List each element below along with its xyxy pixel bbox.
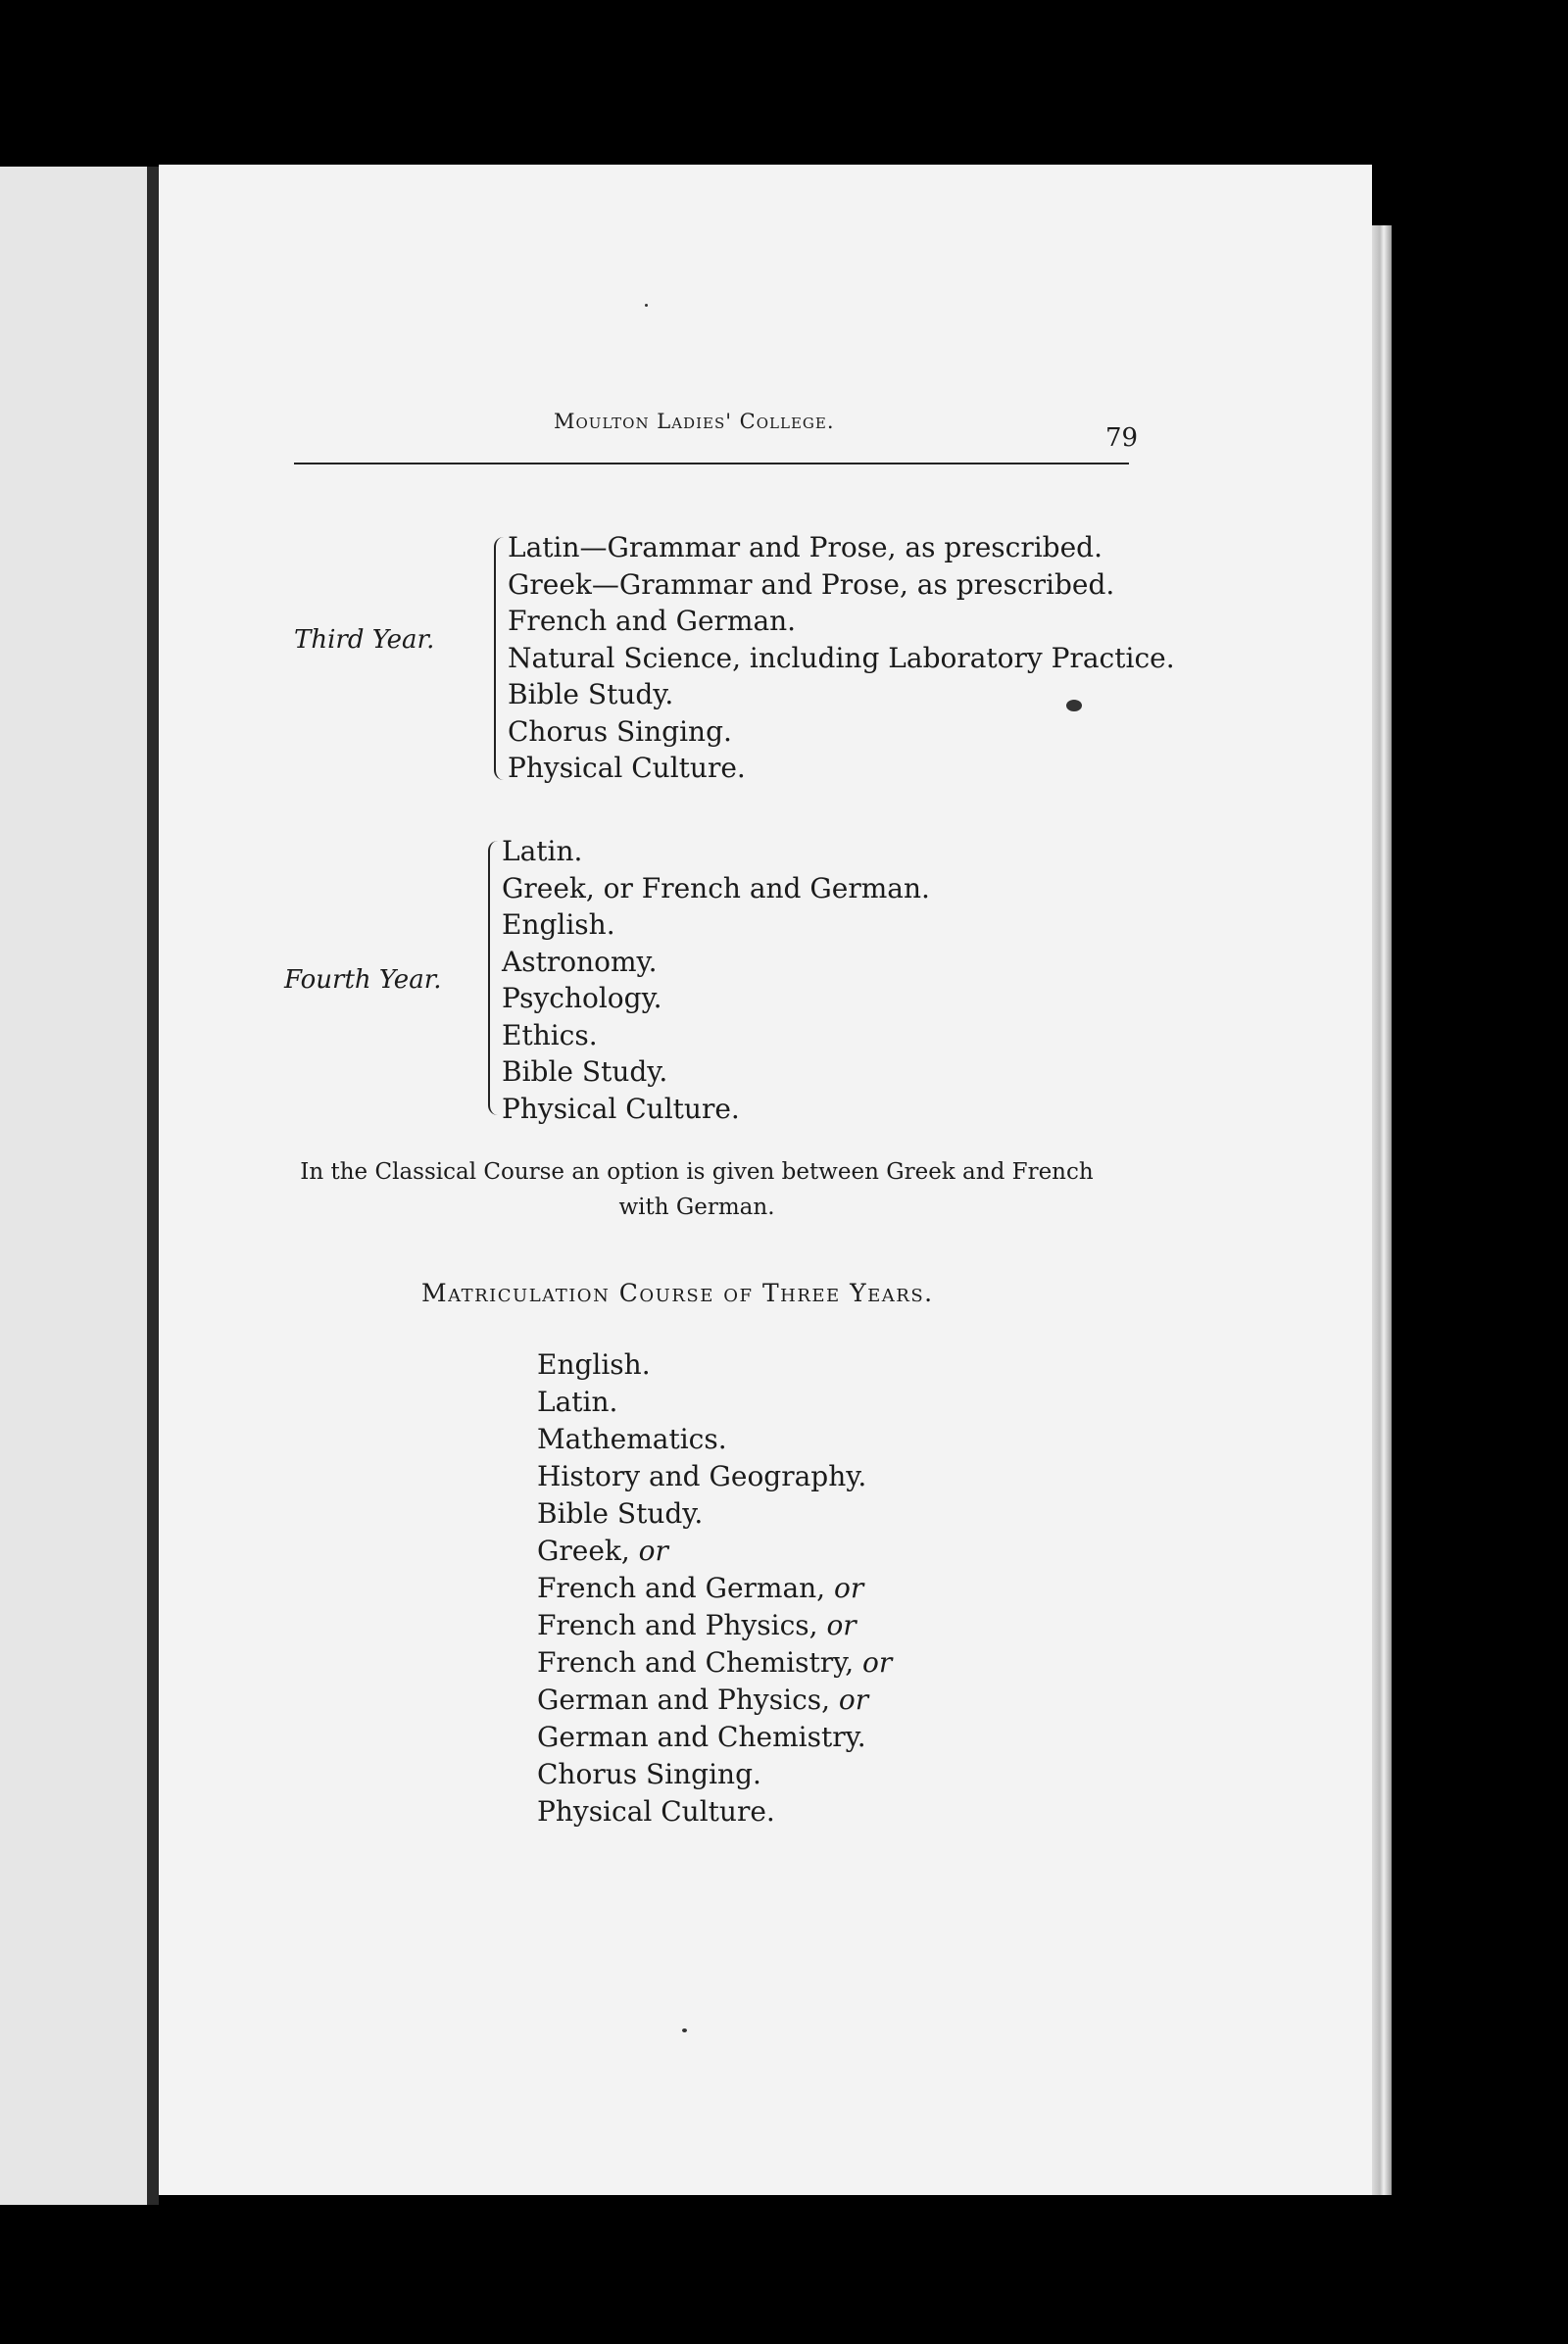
- matriculation-item: [537, 1607, 892, 1644]
- fourth-year-item: Ethics.: [502, 1018, 598, 1051]
- fourth-year-item: English.: [502, 908, 615, 941]
- matriculation-item-text: German and Physics,: [537, 1684, 839, 1716]
- page-number: 79: [1105, 423, 1139, 453]
- matriculation-item-text: Bible Study.: [537, 1497, 704, 1530]
- fourth-year-brace: [488, 841, 502, 1115]
- fourth-year-item: Psychology.: [502, 982, 662, 1014]
- matriculation-item-text: Greek,: [537, 1535, 639, 1567]
- matriculation-item: [537, 1346, 892, 1384]
- third-year-item: Physical Culture.: [508, 752, 746, 784]
- book-binding: [147, 167, 159, 2205]
- third-year-label: Third Year.: [294, 625, 435, 655]
- matriculation-item-option: or: [833, 1572, 864, 1604]
- ink-speck: [645, 304, 648, 307]
- third-year-item: Chorus Singing.: [508, 714, 732, 748]
- matriculation-item-option: or: [862, 1646, 893, 1679]
- matriculation-item: [537, 1719, 892, 1756]
- third-year-item: Bible Study.: [508, 678, 674, 710]
- third-year-subjects: [508, 529, 1175, 787]
- matriculation-item: [537, 1793, 892, 1831]
- matriculation-item-text: Chorus Singing.: [537, 1758, 761, 1790]
- matriculation-item: [537, 1384, 892, 1421]
- page-stack-edge: [1372, 225, 1392, 2195]
- matriculation-heading: Matriculation Course of Three Years.: [421, 1279, 934, 1307]
- third-year-brace: [494, 537, 508, 780]
- matriculation-item-option: or: [638, 1535, 668, 1567]
- matriculation-item: [537, 1458, 892, 1495]
- third-year-item: French and German.: [508, 605, 797, 637]
- matriculation-item: [537, 1644, 892, 1682]
- matriculation-item-text: English.: [537, 1348, 651, 1381]
- matriculation-item: [537, 1756, 892, 1793]
- matriculation-item-option: or: [826, 1609, 857, 1641]
- fourth-year-item: Astronomy.: [502, 945, 658, 978]
- header-rule: [294, 463, 1129, 464]
- matriculation-item: [537, 1570, 892, 1607]
- third-year-item: Greek—Grammar and Prose, as prescribed.: [508, 567, 1115, 601]
- matriculation-item-text: German and Chemistry.: [537, 1721, 866, 1753]
- matriculation-item: [537, 1421, 892, 1458]
- matriculation-item-option: or: [838, 1684, 869, 1716]
- classical-course-note: In the Classical Course an option is given between Greek and French with German.: [300, 1159, 1094, 1220]
- matriculation-item: [537, 1682, 892, 1719]
- matriculation-item-text: French and Physics,: [537, 1609, 827, 1641]
- fourth-year-label: Fourth Year.: [284, 965, 442, 995]
- third-year-item: Natural Science, including Laboratory Practice.: [508, 641, 1175, 674]
- matriculation-item-text: French and German,: [537, 1572, 834, 1604]
- fourth-year-item: Latin.: [502, 835, 583, 867]
- facing-page-edge: [0, 167, 147, 2205]
- matriculation-item-text: Mathematics.: [537, 1423, 727, 1455]
- ink-blot: [1066, 700, 1082, 711]
- matriculation-subjects: [537, 1346, 892, 1831]
- third-year-item: Latin—Grammar and Prose, as prescribed.: [508, 531, 1102, 563]
- fourth-year-item: Greek, or French and German.: [502, 871, 930, 904]
- fourth-year-subjects: [502, 833, 930, 1127]
- fourth-year-item: Physical Culture.: [502, 1092, 740, 1125]
- matriculation-item: [537, 1533, 892, 1570]
- fourth-year-item: Bible Study.: [502, 1055, 668, 1088]
- matriculation-item-text: French and Chemistry,: [537, 1646, 863, 1679]
- matriculation-item-text: Physical Culture.: [537, 1795, 775, 1828]
- running-head: Moulton Ladies' College.: [554, 410, 835, 433]
- ink-speck: [682, 2028, 687, 2032]
- matriculation-item: [537, 1495, 892, 1533]
- matriculation-item-text: History and Geography.: [537, 1460, 867, 1492]
- matriculation-item-text: Latin.: [537, 1386, 618, 1418]
